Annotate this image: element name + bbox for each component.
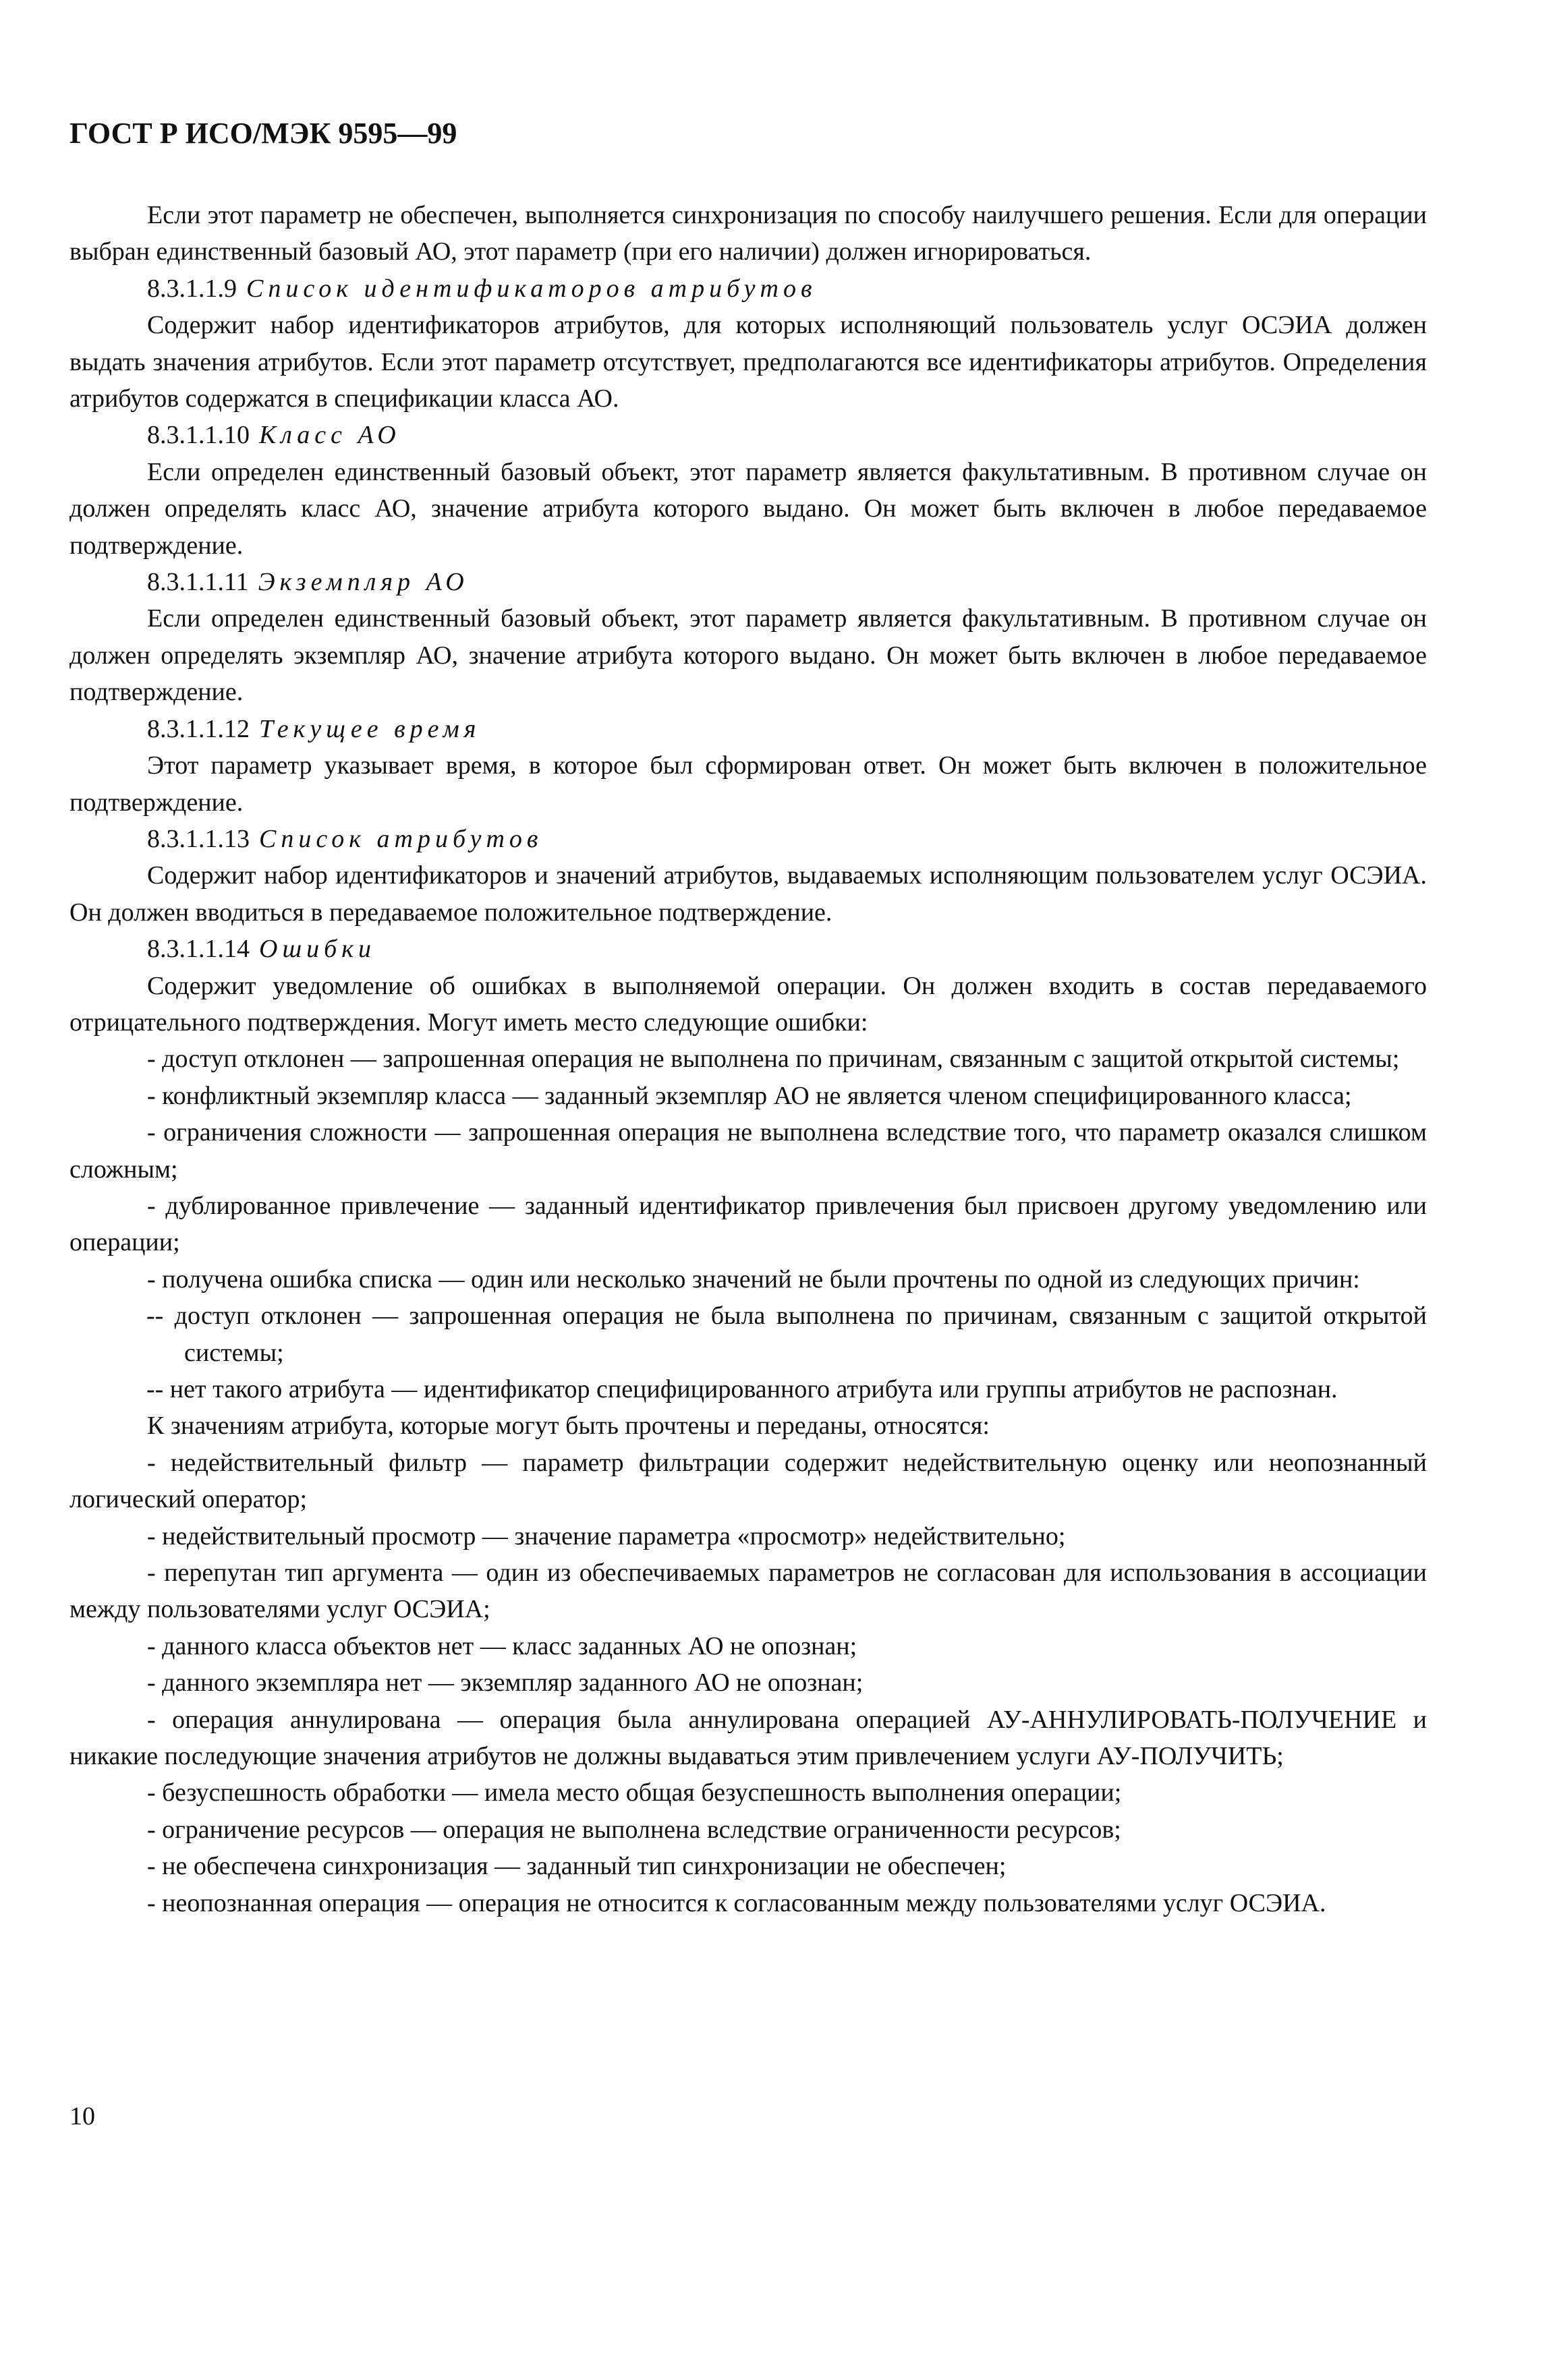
list-item: - ограничение ресурсов — операция не выполнена вследствие ограниченности ресурсов;	[147, 1815, 1121, 1844]
list-item: - дублированное привлечение — заданный идентификатор привлечения был присвоен другому уведомлению или операции;	[69, 1191, 1427, 1257]
list-item: - данного класса объектов нет — класс заданных АО не опознан;	[147, 1631, 857, 1660]
section-number: 8.3.1.1.14	[147, 935, 250, 964]
list-item: - безуспешность обработки — имела место общая безуспешность выполнения операции;	[147, 1778, 1122, 1807]
section-heading	[69, 270, 1427, 307]
list-item: - недействительный просмотр — значение параметра «просмотр» недействительно;	[147, 1521, 1066, 1550]
list-item: - ограничения сложности — запрошенная операция не выполнена вследствие того, что параметр оказался слишком сложным;	[69, 1118, 1427, 1184]
section-title: Список идентификаторов атрибутов	[246, 274, 817, 303]
page-number: 10	[69, 2102, 95, 2130]
paragraph: Этот параметр указывает время, в которое был сформирован ответ. Он может быть включен в положительное подтверждение.	[69, 751, 1427, 817]
list-item: - данного экземпляра нет — экземпляр заданного АО не опознан;	[147, 1668, 864, 1697]
sub-list-item: -- нет такого атрибута — идентификатор специфицированного атрибута или группы атрибутов не распознан.	[146, 1375, 1338, 1403]
paragraph: Если определен единственный базовый объект, этот параметр является факультативным. В противном случае он должен определять класс АО, значение атрибута которого выдано. Он может быть включен в любое передаваемое подтверждение.	[69, 457, 1427, 560]
paragraph: Содержит уведомление об ошибках в выполняемой операции. Он должен входить в состав передаваемого отрицательного подтверждения. Могут иметь место следующие ошибки:	[69, 971, 1427, 1037]
section-number: 8.3.1.1.9	[147, 274, 237, 303]
section-heading	[69, 821, 1427, 857]
paragraph: Если этот параметр не обеспечен, выполняется синхронизация по способу наилучшего решения. Если для операции выбран единственный базовый АО, этот параметр (при его наличии) должен игнорироваться.	[69, 201, 1427, 266]
page-header: ГОСТ Р ИСО/МЭК 9595—99	[69, 117, 457, 150]
list-item: - получена ошибка списка — один или несколько значений не были прочтены по одной из следующих причин:	[147, 1265, 1360, 1294]
list-item: - не обеспечена синхронизация — заданный тип синхронизации не обеспечен;	[147, 1852, 1007, 1881]
list-item: - неопознанная операция — операция не относится к согласованным между пользователями услуг ОСЭИА.	[147, 1888, 1326, 1917]
paragraph: К значениям атрибута, которые могут быть прочтены и переданы, относятся:	[147, 1412, 990, 1441]
paragraph: Если определен единственный базовый объект, этот параметр является факультативным. В противном случае он должен определять экземпляр АО, значение атрибута которого выдано. Он может быть включен в любое передаваемое подтверждение.	[69, 604, 1427, 707]
list-item: - конфликтный экземпляр класса — заданный экземпляр АО не является членом специфицированного класса;	[147, 1081, 1352, 1110]
section-title: Ошибки	[259, 935, 376, 964]
paragraph: Содержит набор идентификаторов атрибутов, для которых исполняющий пользователь услуг ОСЭИА должен выдать значения атрибутов. Если этот параметр отсутствует, предполагаются все идентификаторы атрибутов. Определения атрибутов содержатся в спецификации класса АО.	[69, 311, 1427, 413]
section-number: 8.3.1.1.13	[147, 824, 250, 853]
section-heading	[69, 931, 1427, 967]
section-number: 8.3.1.1.11	[147, 568, 249, 597]
list-item: - недействительный фильтр — параметр фильтрации содержит недействительную оценку или неопознанный логический оператор;	[69, 1448, 1427, 1514]
document-body	[69, 197, 1427, 1921]
section-title: Список атрибутов	[259, 824, 543, 853]
section-number: 8.3.1.1.10	[147, 421, 250, 450]
section-title: Текущее время	[259, 714, 481, 743]
section-title: Класс АО	[259, 421, 401, 450]
list-item: - перепутан тип аргумента — один из обеспечиваемых параметров не согласован для использования в ассоциации между пользователями услуг ОСЭИА;	[69, 1559, 1427, 1624]
list-item: - операция аннулирована — операция была аннулирована операцией АУ-АННУЛИРОВАТЬ-ПОЛУЧЕНИЕ и никакие последующие значения атрибутов не должны выдаваться этим привлечением услуги АУ-ПОЛУЧИТЬ;	[69, 1705, 1427, 1771]
list-item: - доступ отклонен — запрошенная операция не выполнена по причинам, связанным с защитой открытой системы;	[147, 1045, 1400, 1074]
paragraph: Содержит набор идентификаторов и значений атрибутов, выдаваемых исполняющим пользователем услуг ОСЭИА. Он должен вводиться в передаваемое положительное подтверждение.	[69, 861, 1427, 927]
section-heading	[69, 417, 1427, 453]
sub-list-item: -- доступ отклонен — запрошенная операция не была выполнена по причинам, связанным с защитой открытой системы;	[146, 1302, 1427, 1367]
section-title: Экземпляр АО	[258, 568, 469, 597]
section-heading	[69, 564, 1427, 600]
section-heading	[69, 711, 1427, 747]
section-number: 8.3.1.1.12	[147, 714, 250, 743]
